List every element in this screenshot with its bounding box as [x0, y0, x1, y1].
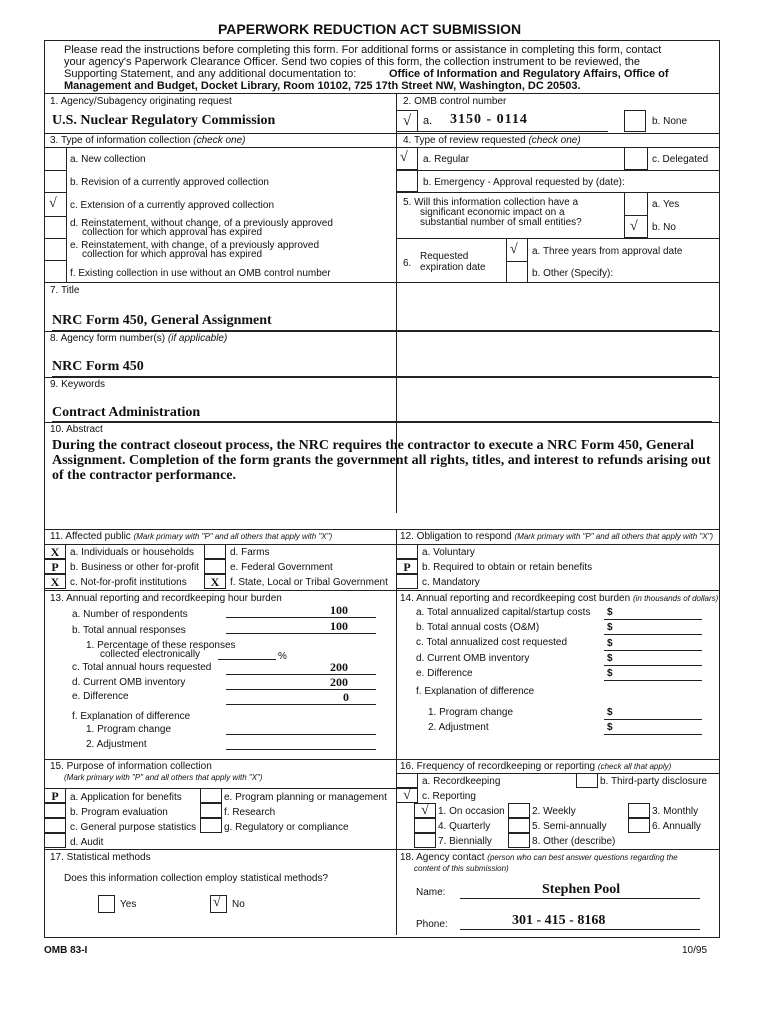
contact-phone[interactable]: 301 - 415 - 8168: [512, 913, 606, 928]
affected-public-b-mark[interactable]: P: [44, 559, 66, 574]
agency-label: 1. Agency/Subagency originating request: [50, 96, 232, 107]
abstract-label: 10. Abstract: [50, 424, 103, 435]
small-entities-yes-box[interactable]: [624, 192, 648, 216]
frequency-on-occasion-box[interactable]: √: [414, 803, 436, 818]
affected-public-c-mark[interactable]: X: [44, 574, 66, 589]
form-frame: [44, 40, 720, 938]
obligation-b-mark[interactable]: P: [396, 559, 418, 574]
contact-name[interactable]: Stephen Pool: [542, 882, 621, 897]
form-title: PAPERWORK REDUCTION ACT SUBMISSION: [218, 21, 522, 37]
frequency-recordkeeping-box[interactable]: [396, 773, 418, 788]
expiration-label: Requested: [420, 251, 469, 262]
expiration-other[interactable]: b. Other (Specify):: [532, 268, 614, 279]
collection-type-label: 3. Type of information collection (check one): [50, 135, 246, 146]
review-type-label: 4. Type of review requested (check one): [403, 135, 581, 146]
purpose-d-mark[interactable]: [44, 833, 66, 848]
expiration-three-years[interactable]: a. Three years from approval date: [532, 246, 683, 257]
obligation-c-mark[interactable]: [396, 574, 418, 589]
statistical-yes-box[interactable]: [98, 895, 115, 913]
purpose-f-mark[interactable]: [200, 803, 222, 818]
collection-type-e[interactable]: e. Reinstatement, with change, of a previously approved: [70, 240, 320, 251]
hour-burden-label: 13. Annual reporting and recordkeeping hour burden: [50, 593, 282, 604]
keywords-value[interactable]: Contract Administration: [52, 405, 201, 420]
omb-control-check-a[interactable]: √: [396, 110, 418, 132]
omb-none-check[interactable]: [624, 110, 646, 132]
frequency-quarterly-box[interactable]: [414, 818, 436, 833]
respondents-value[interactable]: 100: [330, 603, 348, 617]
omb-control-label: 2. OMB control number: [403, 96, 507, 107]
review-delegated[interactable]: c. Delegated: [652, 154, 709, 165]
responses-value[interactable]: 100: [330, 619, 348, 633]
frequency-label: 16. Frequency of recordkeeping or reporting (check all that apply): [400, 761, 672, 772]
obligation-label: 12. Obligation to respond (Mark primary with "P" and all others that apply with "X"): [400, 531, 714, 542]
frequency-reporting-box[interactable]: √: [396, 788, 418, 803]
omb-inventory-value[interactable]: 200: [330, 675, 348, 689]
review-regular[interactable]: a. Regular: [423, 154, 470, 165]
review-delegated-box[interactable]: [624, 147, 648, 170]
collection-type-c[interactable]: c. Extension of a currently approved collection: [70, 200, 274, 211]
affected-public-d-mark[interactable]: [204, 544, 226, 559]
form-number-label: 8. Agency form number(s) (if applicable): [50, 333, 228, 344]
affected-public-a-mark[interactable]: X: [44, 544, 66, 559]
form-date-footer: 10/95: [682, 945, 708, 956]
keywords-label: 9. Keywords: [50, 379, 106, 390]
collection-type-a[interactable]: a. New collection: [70, 154, 146, 165]
collection-type-d[interactable]: d. Reinstatement, without change, of a previously approved: [70, 218, 333, 229]
affected-public-f-mark[interactable]: X: [204, 574, 226, 589]
expiration-other-box[interactable]: [506, 261, 528, 283]
review-emergency-box[interactable]: [396, 170, 418, 192]
agency-value[interactable]: U.S. Nuclear Regulatory Commission: [52, 113, 276, 128]
purpose-c-mark[interactable]: [44, 818, 66, 833]
title-label: 7. Title: [50, 285, 80, 296]
statistical-methods-label: 17. Statistical methods: [50, 852, 151, 863]
frequency-biennially-box[interactable]: [414, 833, 436, 848]
difference-value[interactable]: 0: [343, 690, 349, 704]
frequency-other-box[interactable]: [508, 833, 530, 848]
obligation-a-mark[interactable]: [396, 544, 418, 559]
purpose-b-mark[interactable]: [44, 803, 66, 818]
agency-contact-label: 18. Agency contact (person who can best answer questions regarding the: [400, 852, 678, 863]
form-number-footer: OMB 83-I: [44, 945, 88, 956]
collection-type-b[interactable]: b. Revision of a currently approved collection: [70, 177, 269, 188]
title-value[interactable]: NRC Form 450, General Assignment: [52, 313, 272, 328]
collection-type-f[interactable]: f. Existing collection in use without an OMB control number: [70, 268, 331, 279]
form-number-value[interactable]: NRC Form 450: [52, 359, 144, 374]
frequency-semi-annually-box[interactable]: [508, 818, 530, 833]
affected-public-label: 11. Affected public (Mark primary with "P" and all others that apply with "X"): [50, 531, 333, 542]
omb-control-value[interactable]: 3150 - 0114: [450, 112, 528, 127]
small-entities-question: 5. Will this information collection have a: [403, 197, 579, 208]
frequency-monthly-box[interactable]: [628, 803, 650, 818]
purpose-e-mark[interactable]: [200, 788, 222, 803]
frequency-weekly-box[interactable]: [508, 803, 530, 818]
frequency-annually-box[interactable]: [628, 818, 650, 833]
cost-burden-label: 14. Annual reporting and recordkeeping cost burden (in thousands of dollars): [400, 593, 719, 604]
purpose-g-mark[interactable]: [200, 818, 222, 833]
review-emergency[interactable]: b. Emergency - Approval requested by (date):: [423, 177, 625, 188]
hours-requested-value[interactable]: 200: [330, 660, 348, 674]
affected-public-e-mark[interactable]: [204, 559, 226, 574]
purpose-a-mark[interactable]: P: [44, 788, 66, 803]
collection-type-c-check[interactable]: √: [49, 196, 57, 211]
statistical-methods-question: Does this information collection employ statistical methods?: [64, 873, 329, 884]
purpose-label: 15. Purpose of information collection: [50, 761, 212, 772]
frequency-third-party-box[interactable]: [576, 773, 598, 788]
